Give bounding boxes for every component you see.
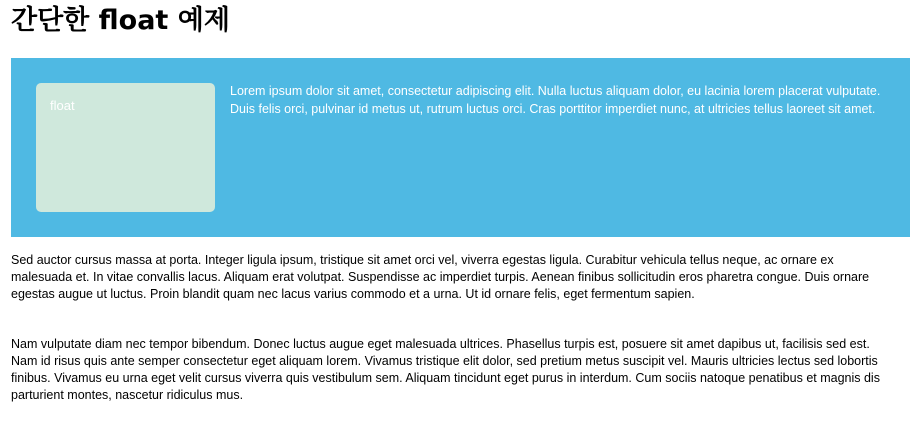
wrapper-paragraph: Lorem ipsum dolor sit amet, consectetur adipiscing elit. Nulla luctus aliquam dolor, eu lacinia lorem placerat vulputate. Duis felis orci, pulvinar id metus ut, rutrum luctus orci. Cras porttitor imperdiet nunc, at ultricies tellus laoreet sit amet. — [230, 84, 881, 116]
float-example-wrapper — [11, 58, 910, 237]
body-paragraph-2: Nam vulputate diam nec tempor bibendum. Donec luctus augue eget malesuada ultrices. Phasellus turpis est, posuere sit amet dapibus ut, facilisis sed est. Nam id risus quis ante semper consectetur eget aliquam lorem. Vivamus tristique elit dolor, sed pretium metus suscipit vel. Mauris ultricies lectus sed lobortis finibus. Vivamus eu urna eget velit cursus viverra quis vestibulum sem. Aliquam tincidunt eget purus in interdum. Cum sociis natoque penatibus et magnis dis parturient montes, nascetur ridiculus mus. — [11, 337, 880, 402]
page-title: 간단한 float 예제 — [11, 5, 230, 36]
float-box — [36, 83, 215, 212]
float-box-label: float — [50, 98, 75, 113]
body-paragraph-1: Sed auctor cursus massa at porta. Integer ligula ipsum, tristique sit amet orci vel, viverra egestas ligula. Curabitur vehicula tellus neque, ac ornare ex malesuada et. In vitae convallis lacus. Aliquam erat volutpat. Suspendisse ac imperdiet turpis. Aenean finibus sollicitudin eros pharetra congue. Duis ornare egestas augue ut luctus. Proin blandit quam nec lacus varius commodo et a urna. Ut id ornare felis, eget fermentum sapien. — [11, 253, 870, 301]
